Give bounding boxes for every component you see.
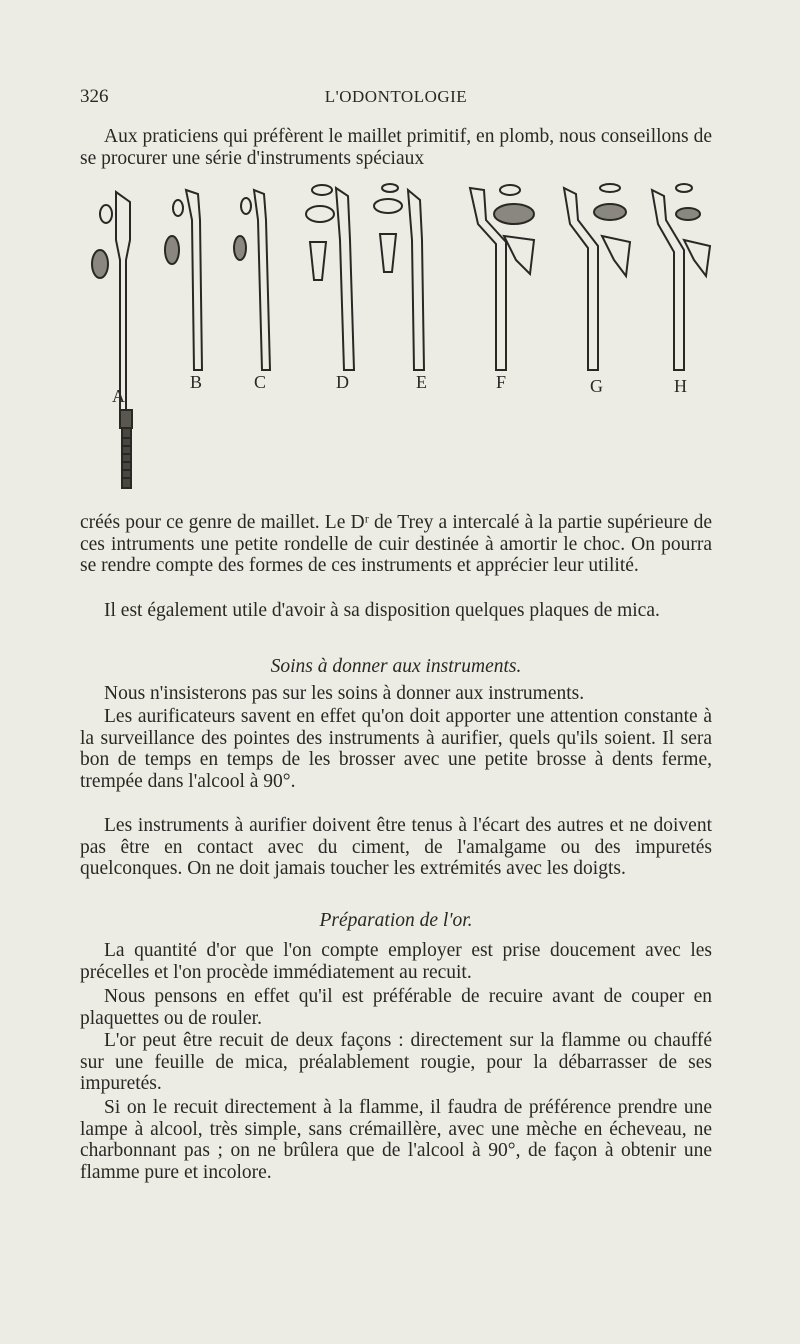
page-number: 326 <box>80 86 109 107</box>
instrument-h <box>652 184 710 370</box>
preparation-paragraph: La quantité d'or que l'on compte employer est prise doucement avec les précelles et l'on procède immédiatement au recuit. <box>80 940 712 983</box>
preparation-paragraph: L'or peut être recuit de deux façons : directement sur la flamme ou chauffé sur une feuille de mica, préalablement rougie, pour la débarrasser de ses impuretés. <box>80 1030 712 1095</box>
instrument-b <box>165 190 202 370</box>
instrument-c <box>234 190 270 370</box>
instrument-g <box>564 184 630 370</box>
figure-label-d: D <box>336 372 349 392</box>
instrument-f <box>470 185 534 370</box>
page-header <box>80 86 712 112</box>
soins-paragraph: Nous n'insisterons pas sur les soins à donner aux instruments. <box>104 683 585 704</box>
figure-label-f: F <box>496 372 507 392</box>
preparation-paragraph: Nous pensons en effet qu'il est préférable de recuire avant de couper en plaquettes ou de rouler. <box>80 986 712 1029</box>
instrument-e <box>374 184 424 370</box>
figure-label-e: E <box>416 372 427 392</box>
soins-paragraph: Les aurificateurs savent en effet qu'on doit apporter une attention constante à la surveillance des pointes des instruments à aurifier, quels qu'ils soient. Il sera bon de temps en temps de les brosser avec une petite brosse à dents ferme, trempée dans l'alcool à 90°. <box>80 706 712 792</box>
figure-label-h: H <box>674 376 687 396</box>
instrument-a <box>92 192 132 488</box>
running-title: L'ODONTOLOGIE <box>324 87 468 106</box>
figure-label-c: C <box>254 372 267 392</box>
instruments-figure <box>86 180 716 500</box>
instruments-illustration <box>86 180 716 500</box>
figure-label-g: G <box>590 376 603 396</box>
body-paragraph: Il est également utile d'avoir à sa disposition quelques plaques de mica. <box>104 600 660 621</box>
figure-label-b: B <box>190 372 203 392</box>
figure-label-a: A <box>112 386 125 406</box>
preparation-paragraph: Si on le recuit directement à la flamme, il faudra de préférence prendre une lampe à alcool, très simple, sans crémaillère, avec une mèche en écheveau, ne charbonnant pas ; on ne brûlera que de l'alcool à 90°, de façon à obtenir une flamme pure et incolore. <box>80 1097 712 1183</box>
section-heading-preparation: Préparation de l'or. <box>319 910 473 931</box>
section-heading-soins: Soins à donner aux instruments. <box>270 656 522 677</box>
intro-paragraph: Aux praticiens qui préfèrent le maillet primitif, en plomb, nous conseillons de se procurer une série d'instruments spéciaux <box>80 126 712 169</box>
instrument-d <box>306 185 354 370</box>
soins-paragraph: Les instruments à aurifier doivent être tenus à l'écart des autres et ne doivent pas être en contact avec du ciment, de l'amalgame ou des impuretés quelconques. On ne doit jamais toucher les extrémités avec les doigts. <box>80 815 712 880</box>
body-paragraph: créés pour ce genre de maillet. Le Dʳ de Trey a intercalé à la partie supérieure de ces intruments une petite rondelle de cuir destinée à amortir le choc. On pourra se rendre compte des formes de ces instruments et apprécier leur utilité. <box>80 512 712 577</box>
